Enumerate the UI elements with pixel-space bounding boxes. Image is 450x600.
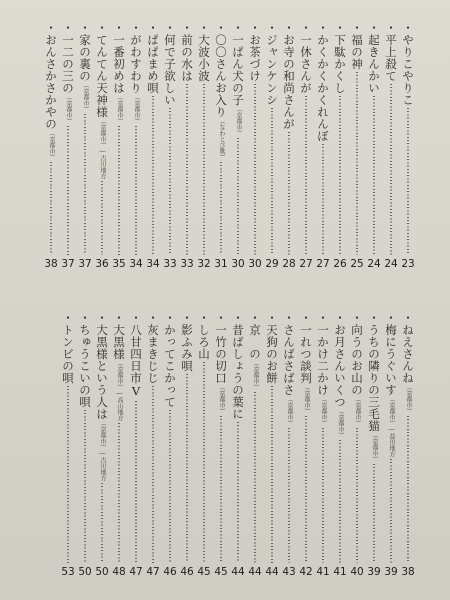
toc-page-number: 30 xyxy=(248,258,262,270)
leader-dots xyxy=(84,114,86,255)
toc-page-number: 29 xyxy=(265,258,279,270)
bullet-icon: ・ xyxy=(231,22,245,34)
toc-entry-title xyxy=(282,312,296,426)
bullet-icon: ・ xyxy=(163,22,177,34)
toc-entry-note: （京都市） xyxy=(82,82,89,112)
leader-dots xyxy=(305,416,307,563)
bullet-icon: ・ xyxy=(265,312,279,324)
toc-page-number: 44 xyxy=(265,566,279,578)
leader-dots xyxy=(186,374,188,563)
toc-title-text: がわすわり xyxy=(129,34,143,94)
bullet-icon: ・ xyxy=(299,312,313,324)
bullet-icon: ・ xyxy=(214,22,228,34)
bullet-icon: ・ xyxy=(333,22,347,34)
bullet-icon: ・ xyxy=(316,312,330,324)
toc-entry-title xyxy=(197,312,211,360)
bullet-icon: ・ xyxy=(95,22,109,34)
bullet-icon: ・ xyxy=(282,312,296,324)
toc-page-number: 38 xyxy=(44,258,58,270)
bullet-icon: ・ xyxy=(197,312,211,324)
toc-page-number: 37 xyxy=(61,258,75,270)
leader-dots xyxy=(220,162,222,255)
toc-entry-title xyxy=(61,312,75,384)
bullet-icon: ・ xyxy=(78,22,92,34)
toc-title-text: 昔ばしょうの葉に xyxy=(231,324,245,420)
toc-entry-title xyxy=(350,22,364,70)
toc-title-text: うちの隣りの三毛猫 xyxy=(367,324,381,432)
bullet-icon: ・ xyxy=(214,312,228,324)
toc-entry-title xyxy=(333,312,347,438)
leader-dots xyxy=(152,386,154,563)
toc-page-number: 44 xyxy=(231,566,245,578)
toc-title-text: かくかくかくれんぼ xyxy=(316,34,330,142)
toc-page-number: 25 xyxy=(350,258,364,270)
leader-dots xyxy=(254,392,256,563)
toc-page-number: 42 xyxy=(299,566,313,578)
bullet-icon: ・ xyxy=(146,312,160,324)
toc-entry-title xyxy=(146,312,160,384)
bullet-icon: ・ xyxy=(180,22,194,34)
bullet-icon: ・ xyxy=(129,312,143,324)
bullet-icon: ・ xyxy=(231,312,245,324)
leader-dots xyxy=(356,72,358,255)
toc-entry-note: （京都市） xyxy=(371,432,378,462)
toc-entry-note: （京都市） xyxy=(252,360,259,390)
leader-dots xyxy=(237,422,239,563)
leader-dots xyxy=(135,126,137,255)
leader-dots xyxy=(322,144,324,255)
toc-entry-title xyxy=(180,312,194,372)
leader-dots xyxy=(118,423,120,563)
toc-entry-title xyxy=(197,22,211,82)
toc-entry-title xyxy=(44,22,58,160)
toc-entry-title xyxy=(112,22,126,124)
toc-entry-title xyxy=(231,312,245,420)
bullet-icon: ・ xyxy=(265,22,279,34)
toc-page-number: 28 xyxy=(282,258,296,270)
toc-page-number: 33 xyxy=(180,258,194,270)
toc-title-text: 前の水は xyxy=(180,34,194,82)
toc-entry-title xyxy=(367,22,381,94)
toc-entry-title xyxy=(231,22,245,136)
bullet-icon: ・ xyxy=(78,312,92,324)
toc-title-text: 大黒様 xyxy=(112,324,126,360)
toc-title-text: 下駄かくし xyxy=(333,34,347,94)
toc-entry-title xyxy=(163,22,177,106)
toc-title-text: 一れつ談判 xyxy=(299,324,313,384)
toc-title-text: 大黒様という人は xyxy=(95,324,109,420)
toc-entry-title xyxy=(248,22,262,82)
toc-page-number: 46 xyxy=(180,566,194,578)
toc-entry-note: （京都市） xyxy=(286,396,293,426)
toc-entry-note: （京都市）―古川地方 xyxy=(99,420,106,481)
bullet-icon: ・ xyxy=(163,312,177,324)
toc-title-text: 向うのお山の xyxy=(350,324,364,396)
toc-entry-note: （京都市） xyxy=(65,94,72,124)
toc-page-number: 34 xyxy=(146,258,160,270)
bullet-icon: ・ xyxy=(367,312,381,324)
toc-entry-note: （京都市） xyxy=(235,106,242,136)
toc-entry-note: （京都市） xyxy=(320,396,327,426)
toc-page-number: 24 xyxy=(384,258,398,270)
leader-dots xyxy=(186,84,188,255)
toc-entry-title xyxy=(350,312,364,426)
toc-entry-title xyxy=(129,312,143,399)
toc-page-number: 45 xyxy=(197,566,211,578)
bullet-icon: ・ xyxy=(95,312,109,324)
toc-title-text: お寺の和尚さんが xyxy=(282,34,296,130)
toc-title-text: 〇〇さんお入り xyxy=(214,34,228,118)
toc-title-text: 平上殺て xyxy=(384,34,398,82)
leader-dots xyxy=(322,428,324,563)
toc-entry-title xyxy=(214,22,228,160)
toc-entry-title xyxy=(316,312,330,426)
toc-page-number: 53 xyxy=(61,566,75,578)
leader-dots xyxy=(271,386,273,563)
leader-dots xyxy=(67,386,69,563)
toc-title-text: 影ふみ唄 xyxy=(180,324,194,372)
toc-title-text: 一ぱん犬の子 xyxy=(231,34,245,106)
toc-title-text: かってこかって xyxy=(163,324,177,408)
toc-entry-title xyxy=(265,312,279,384)
toc-title-text: 一休さんが xyxy=(299,34,313,94)
toc-page-number: 39 xyxy=(367,566,381,578)
toc-title-text: 京 の xyxy=(248,324,262,360)
bullet-icon: ・ xyxy=(146,22,160,34)
toc-entry-title xyxy=(401,22,415,106)
leader-dots xyxy=(169,410,171,563)
bullet-icon: ・ xyxy=(350,312,364,324)
toc-entry-title xyxy=(384,22,398,82)
leader-dots xyxy=(271,108,273,255)
toc-title-text: 家の裏の xyxy=(78,34,92,82)
leader-dots xyxy=(288,132,290,255)
bullet-icon: ・ xyxy=(384,22,398,34)
bullet-icon: ・ xyxy=(282,22,296,34)
toc-title-text: 一竹の切口 xyxy=(214,324,228,384)
toc-title-text: おんさかさかやの xyxy=(44,34,58,130)
bullet-icon: ・ xyxy=(333,312,347,324)
toc-page-number: 50 xyxy=(95,566,109,578)
toc-page-number: 39 xyxy=(384,566,398,578)
toc-title-text: 八甘四日市V xyxy=(129,324,143,399)
leader-dots xyxy=(339,440,341,563)
toc-entry-note: （京都市） xyxy=(337,408,344,438)
toc-entry-note: （京都市）―高山地方 xyxy=(116,360,123,421)
toc-title-text: 大波小波 xyxy=(197,34,211,82)
toc-page-number: 41 xyxy=(333,566,347,578)
toc-entry-note: （京都市）―益田地方 xyxy=(388,396,395,457)
toc-title-text: トンビの唄 xyxy=(61,324,75,384)
leader-dots xyxy=(50,162,52,255)
bullet-icon: ・ xyxy=(61,312,75,324)
toc-page-number: 46 xyxy=(163,566,177,578)
toc-page-number: 30 xyxy=(231,258,245,270)
toc-entry-title xyxy=(129,22,143,124)
leader-dots xyxy=(203,362,205,563)
bullet-icon: ・ xyxy=(367,22,381,34)
bullet-icon: ・ xyxy=(384,312,398,324)
toc-title-text: 一かけ二かけ xyxy=(316,324,330,396)
leader-dots xyxy=(237,138,239,255)
toc-page-number: 32 xyxy=(197,258,211,270)
leader-dots xyxy=(203,84,205,255)
toc-title-text: 起きんかい xyxy=(367,34,381,94)
leader-dots xyxy=(169,108,171,255)
toc-page-number: 45 xyxy=(214,566,228,578)
toc-entry-title xyxy=(282,22,296,130)
leader-dots xyxy=(356,428,358,563)
leader-dots xyxy=(373,464,375,563)
bullet-icon: ・ xyxy=(401,312,415,324)
toc-page-number: 44 xyxy=(248,566,262,578)
toc-entry-title xyxy=(316,22,330,142)
toc-page-number: 31 xyxy=(214,258,228,270)
toc-entry-title xyxy=(146,22,160,94)
toc-title-text: ねえさんね xyxy=(401,324,415,384)
toc-page-number: 23 xyxy=(401,258,415,270)
leader-dots xyxy=(373,96,375,255)
toc-entry-note: （京都市） xyxy=(303,384,310,414)
toc-page-number: 27 xyxy=(316,258,330,270)
toc-title-text: さんばさばさ xyxy=(282,324,296,396)
bullet-icon: ・ xyxy=(180,312,194,324)
toc-entry-title xyxy=(214,312,228,414)
toc-entry-title xyxy=(265,22,279,106)
toc-page-number: 26 xyxy=(333,258,347,270)
toc-entry-title xyxy=(299,312,313,414)
toc-page-number: 40 xyxy=(350,566,364,578)
toc-entry-note: （京都市） xyxy=(354,396,361,426)
toc-page-number: 43 xyxy=(282,566,296,578)
toc-title-text: しろ山 xyxy=(197,324,211,360)
toc-entry-note: （京都市） xyxy=(405,384,412,414)
leader-dots xyxy=(84,410,86,563)
toc-title-text: ちゅうこいの唄 xyxy=(78,324,92,408)
toc-page-number: 38 xyxy=(401,566,415,578)
leader-dots xyxy=(67,126,69,255)
leader-dots xyxy=(254,84,256,255)
leader-dots xyxy=(101,483,103,563)
toc-page-number: 24 xyxy=(367,258,381,270)
bullet-icon: ・ xyxy=(61,22,75,34)
toc-entry-note: （京都市） xyxy=(48,130,55,160)
toc-title-text: ぱぱまめ唄 xyxy=(146,34,160,94)
toc-title-text: 一二の三の xyxy=(61,34,75,94)
toc-page-number: 41 xyxy=(316,566,330,578)
toc-page-number: 47 xyxy=(129,566,143,578)
toc-entry-title xyxy=(367,312,381,462)
toc-entry-title xyxy=(401,312,415,414)
toc-page-number: 35 xyxy=(112,258,126,270)
leader-dots xyxy=(288,428,290,563)
toc-entry-note: （京都市） xyxy=(218,384,225,414)
toc-page-number: 33 xyxy=(163,258,177,270)
toc-entry-title xyxy=(299,22,313,94)
toc-title-text: お茶づけ xyxy=(248,34,262,82)
leader-dots xyxy=(390,459,392,563)
toc-entry-title xyxy=(61,22,75,124)
leader-dots xyxy=(118,126,120,255)
toc-title-text: 一番初めは xyxy=(112,34,126,94)
toc-page-number: 37 xyxy=(78,258,92,270)
bullet-icon: ・ xyxy=(299,22,313,34)
bullet-icon: ・ xyxy=(197,22,211,34)
leader-dots xyxy=(390,84,392,255)
toc-entry-title xyxy=(112,312,126,421)
toc-title-text: お月さんいくつ xyxy=(333,324,347,408)
bullet-icon: ・ xyxy=(350,22,364,34)
toc-page-number: 27 xyxy=(299,258,313,270)
toc-page-number: 36 xyxy=(95,258,109,270)
toc-entry-title xyxy=(384,312,398,457)
toc-entry-title xyxy=(163,312,177,408)
toc-title-text: てんてん天神様 xyxy=(95,34,109,118)
bullet-icon: ・ xyxy=(44,22,58,34)
toc-title-text: 何で子欲しい xyxy=(163,34,177,106)
toc-entry-title xyxy=(78,22,92,112)
toc-page-number: 50 xyxy=(78,566,92,578)
toc-title-text: 天狗のお餅 xyxy=(265,324,279,384)
leader-dots xyxy=(407,416,409,563)
toc-title-text: 灰まきじじ xyxy=(146,324,160,384)
toc-entry-title xyxy=(180,22,194,82)
leader-dots xyxy=(101,181,103,255)
bullet-icon: ・ xyxy=(112,312,126,324)
toc-entry-note: （京都市） xyxy=(133,94,140,124)
toc-entry-note: （京都市）―古川地方 xyxy=(99,118,106,179)
toc-entry-note: （京都市） xyxy=(116,94,123,124)
toc-page-number: 47 xyxy=(146,566,160,578)
toc-entry-title xyxy=(333,22,347,94)
bullet-icon: ・ xyxy=(129,22,143,34)
leader-dots xyxy=(135,401,137,564)
leader-dots xyxy=(305,96,307,255)
toc-title-text: 福の神 xyxy=(350,34,364,70)
bullet-icon: ・ xyxy=(401,22,415,34)
toc-title-text: 梅にうぐいす xyxy=(384,324,398,396)
toc-entry-title xyxy=(78,312,92,408)
leader-dots xyxy=(152,96,154,255)
toc-entry-note: （なわとび歌） xyxy=(218,118,225,160)
toc-entry-title xyxy=(95,312,109,481)
toc-title-text: ジャンケンシ xyxy=(265,34,279,106)
leader-dots xyxy=(339,96,341,255)
leader-dots xyxy=(220,416,222,563)
bullet-icon: ・ xyxy=(112,22,126,34)
toc-entry-title xyxy=(248,312,262,390)
toc-title-text: やりこやりこ xyxy=(401,34,415,106)
toc-page-number: 34 xyxy=(129,258,143,270)
toc-entry-title xyxy=(95,22,109,179)
bullet-icon: ・ xyxy=(248,22,262,34)
bullet-icon: ・ xyxy=(316,22,330,34)
leader-dots xyxy=(407,108,409,255)
toc-page-number: 48 xyxy=(112,566,126,578)
bullet-icon: ・ xyxy=(248,312,262,324)
